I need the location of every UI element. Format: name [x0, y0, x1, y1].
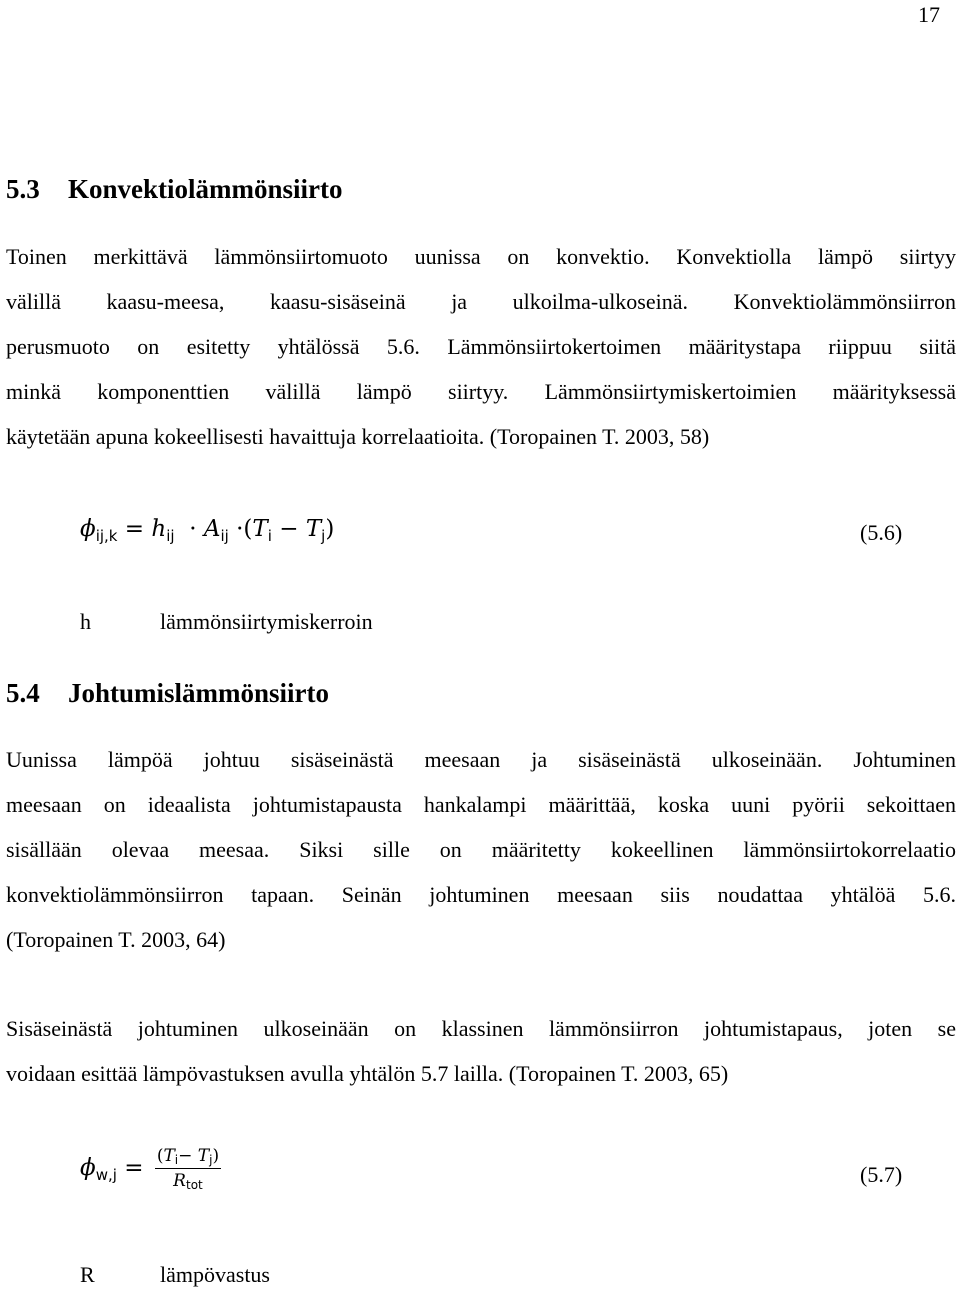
close-paren: )	[212, 1146, 220, 1166]
section-number: 5.4	[6, 678, 40, 708]
paragraph-line: voidaan esittää lämpövastuksen avulla yhtälön 5.7 lailla. (Toropainen T. 2003, 65)	[6, 1061, 729, 1086]
definition-text-r: lämpövastus	[160, 1262, 270, 1287]
section-heading-5-3	[6, 174, 343, 205]
multiply-dot: ·	[189, 516, 197, 542]
equation-5-7	[80, 1146, 221, 1192]
ti-subscript: i	[174, 1153, 179, 1167]
paragraph-line: minkä komponenttien välillä lämpö siirtyy. Lämmönsiirtymiskertoimien määrityksessä	[6, 379, 956, 404]
paragraph-konvektio	[6, 234, 956, 459]
definition-symbol-h: h	[80, 609, 91, 634]
minus-sign: −	[178, 1146, 193, 1166]
phi-symbol: ϕ	[80, 1155, 96, 1181]
ti-symbol: T	[252, 516, 268, 542]
paragraph-line: Toinen merkittävä lämmönsiirtomuoto uunissa on konvektio. Konvektiolla lämpö siirtyy	[6, 244, 956, 269]
paragraph-line: Uunissa lämpöä johtuu sisäseinästä meesaan ja sisäseinästä ulkoseinään. Johtuminen	[6, 747, 956, 772]
multiply-dot: ·	[236, 516, 244, 542]
ti-symbol: T	[163, 1146, 175, 1166]
tj-symbol: T	[305, 516, 322, 542]
section-number: 5.3	[6, 174, 40, 204]
section-title: Konvektiolämmönsiirto	[68, 174, 343, 204]
paragraph-line: perusmuoto on esitetty yhtälössä 5.6. Lämmönsiirtokertoimen määritystapa riippuu siitä	[6, 334, 956, 359]
ti-subscript: i	[267, 527, 272, 545]
paragraph-line: konvektiolämmönsiirron tapaan. Seinän johtuminen meesaan siis noudattaa yhtälöä 5.6.	[6, 882, 956, 907]
equation-number-5-7: (5.7)	[860, 1162, 903, 1187]
open-paren: (	[243, 516, 253, 542]
paragraph-line: välillä kaasu-meesa, kaasu-sisäseinä ja ulkoilma-ulkoseinä. Konvektiolämmönsiirron	[6, 289, 956, 314]
section-title: Johtumislämmönsiirto	[68, 678, 330, 708]
fraction-numerator	[155, 1146, 221, 1169]
h-subscript: ij	[166, 527, 175, 545]
r-subscript: tot	[185, 1178, 203, 1192]
phi-subscript: ij,k	[95, 527, 118, 545]
r-symbol: R	[173, 1171, 186, 1191]
definition-text-h: lämmönsiirtymiskerroin	[160, 609, 373, 634]
paragraph-line: meesaan on ideaalista johtumistapausta hankalampi määrittää, koska uuni pyörii sekoittaen	[6, 792, 956, 817]
page-number: 17	[918, 2, 940, 27]
tj-subscript: j	[209, 1153, 213, 1167]
phi-subscript: w,j	[95, 1166, 117, 1184]
close-paren: )	[325, 516, 335, 542]
tj-subscript: j	[321, 527, 326, 545]
a-symbol: A	[203, 516, 221, 542]
paragraph-johtuminen-1	[6, 737, 956, 962]
paragraph-line: Sisäseinästä johtuminen ulkoseinään on klassinen lämmönsiirron johtumistapaus, joten se	[6, 1016, 956, 1041]
fraction-denominator	[155, 1169, 221, 1192]
equals-sign: =	[124, 1155, 144, 1181]
fraction	[155, 1146, 221, 1192]
paragraph-line: käytetään apuna kokeellisesti havaittuja korrelaatioita. (Toropainen T. 2003, 58)	[6, 424, 710, 449]
equation-number-5-6: (5.6)	[860, 520, 903, 545]
definition-symbol-r: R	[80, 1262, 95, 1287]
equation-5-6	[80, 516, 334, 545]
paragraph-line: (Toropainen T. 2003, 64)	[6, 927, 226, 952]
minus-sign: −	[279, 516, 299, 542]
open-paren: (	[156, 1146, 164, 1166]
phi-symbol: ϕ	[80, 516, 96, 542]
equals-sign: =	[124, 516, 145, 542]
paragraph-line: sisällään olevaa meesaa. Siksi sille on määritetty kokeellinen lämmönsiirtokorrelaatio	[6, 837, 956, 862]
h-symbol: h	[151, 516, 167, 542]
paragraph-johtuminen-2	[6, 1006, 956, 1096]
a-subscript: ij	[220, 527, 229, 545]
section-heading-5-4	[6, 678, 329, 709]
tj-symbol: T	[197, 1146, 210, 1166]
